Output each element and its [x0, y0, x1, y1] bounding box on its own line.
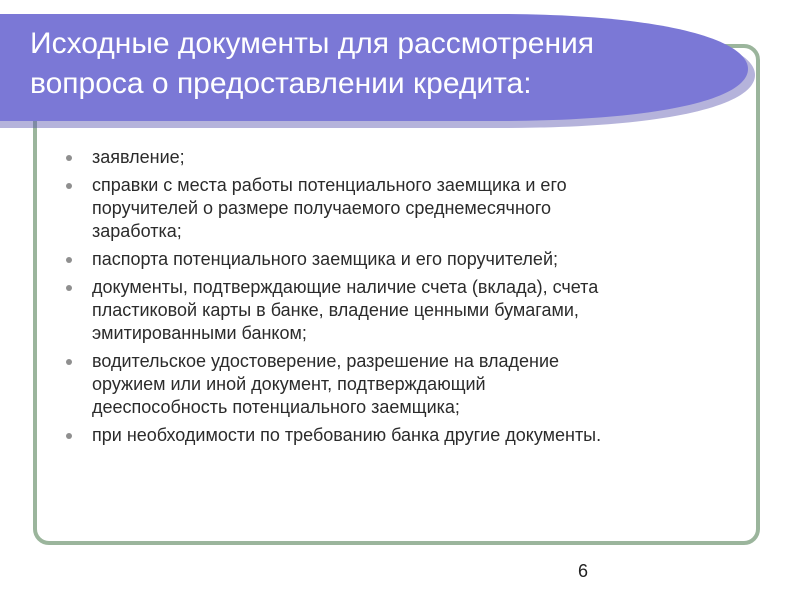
bullet-list: [66, 146, 736, 452]
bullet-item: [66, 350, 736, 419]
bullet-text-line: эмитированными банком;: [92, 323, 307, 343]
bullet-text-line: дееспособность потенциального заемщика;: [92, 397, 460, 417]
bullet-dot-icon: [66, 285, 72, 291]
bullet-dot-icon: [66, 183, 72, 189]
slide-title: [30, 24, 730, 104]
bullet-item: [66, 174, 736, 243]
bullet-text-line: справки с места работы потенциального заемщика и его: [92, 175, 567, 195]
bullet-item: [66, 276, 736, 345]
bullet-text-line: пластиковой карты в банке, владение ценными бумагами,: [92, 300, 579, 320]
bullet-text-line: документы, подтверждающие наличие счета (вклада), счета: [92, 277, 599, 297]
bullet-item: [66, 248, 736, 271]
bullet-text-line: заработка;: [92, 221, 182, 241]
bullet-text-line: поручителей о размере получаемого среднемесячного: [92, 198, 552, 218]
bullet-text-line: водительское удостоверение, разрешение на владение: [92, 351, 560, 371]
bullet-item: [66, 424, 736, 447]
bullet-text-line: при необходимости по требованию банка другие документы.: [92, 425, 602, 445]
slide-title-line-1: Исходные документы для рассмотрения: [30, 27, 595, 60]
slide-title-line-2: вопроса о предоставлении кредита:: [30, 67, 532, 100]
bullet-dot-icon: [66, 433, 72, 439]
bullet-dot-icon: [66, 359, 72, 365]
bullet-item: [66, 146, 736, 169]
bullet-dot-icon: [66, 155, 72, 161]
bullet-text-line: заявление;: [92, 147, 185, 167]
page-number: 6: [578, 561, 589, 581]
bullet-dot-icon: [66, 257, 72, 263]
bullet-text-line: оружием или иной документ, подтверждающий: [92, 374, 486, 394]
bullet-text-line: паспорта потенциального заемщика и его поручителей;: [92, 249, 558, 269]
